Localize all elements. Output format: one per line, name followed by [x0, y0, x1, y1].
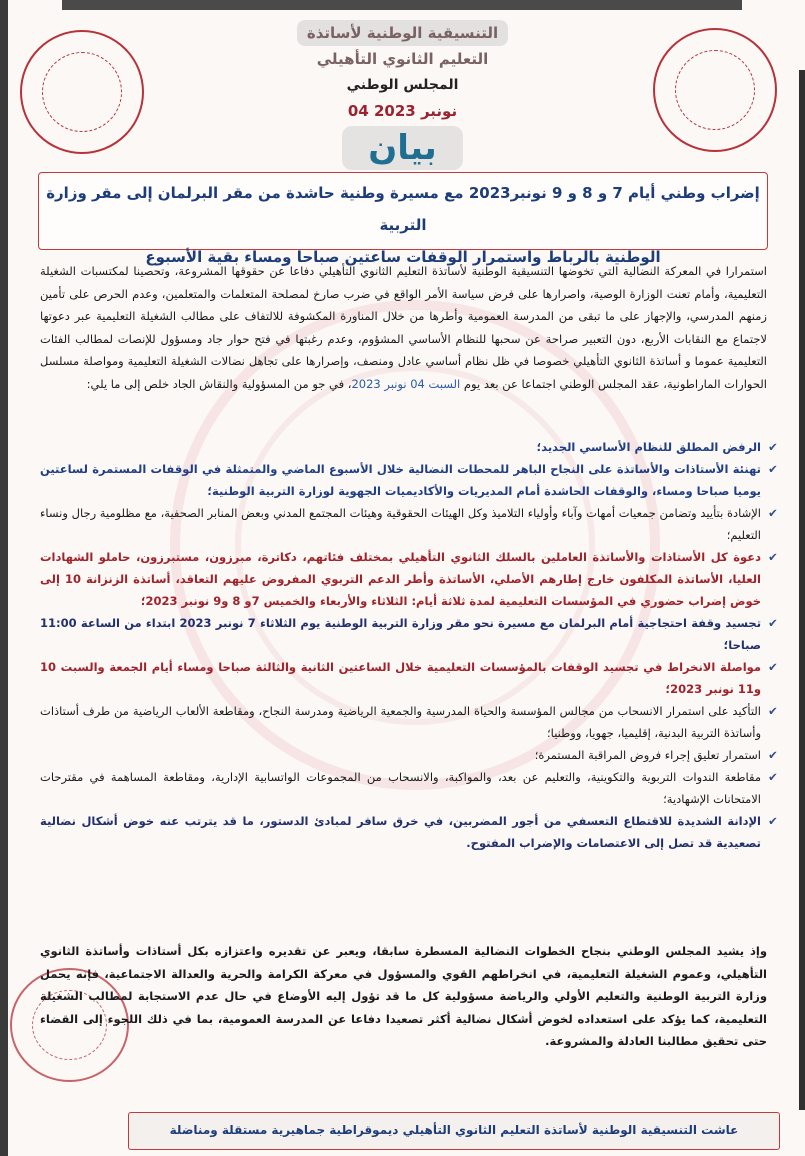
- header-date: 04 نونبر 2023: [347, 102, 458, 120]
- check-icon: ✔: [768, 616, 778, 630]
- intro-text: استمرارا في المعركة النضالية التي تخوضها التنسيقية الوطنية لأساتذة التعليم الثانوي التأهيلي دفاعا عن حقوقها المشروعة، وتحصينا لمكتسبات الشغيلة التعليمية، وأمام تعنت الوزارة الوصية، واصرارها على فرض سياسة الأمر الواقع في ضرب صارخ لمصلحة المتعلمات والمتعلمين، وعدم الحرص على تأمين زمنهم المدرسي، والإجهاز على ما تبقى من المدرسة العمومية وأطرها من خلال المناورة المكشوفة للالتفاف على مطالب الشغيلة التعليمية عبر دعوتها لاجتماع مع النقابات الأربع، دون التعبير صراحة عن سحبها للنظام الأساسي المشؤوم، وعدم رغبتها في فتح حوار جاد ومسؤول للإنصات لمطالب الفئات التعليمية عموما و أساتذة الثانوي التأهيلي خصوصا في ظل نظام أساسي عادل ومنصف، وإصرارها على تجاهل نضالات الشغيلة التعليمية ومواصلة مسلسل الحوارات الماراطونية، عقد المجلس الوطني اجتماعا عن بعد يوم: [40, 264, 767, 391]
- list-item: [40, 700, 781, 744]
- check-icon: ✔: [768, 440, 778, 454]
- intro-paragraph: [40, 260, 767, 395]
- list-item: [40, 810, 781, 854]
- list-item: [40, 502, 781, 546]
- decisions-list: [40, 436, 781, 854]
- seal-logo-left: [20, 30, 144, 154]
- check-icon: ✔: [768, 814, 778, 828]
- list-item-text: الإشادة بتأييد وتضامن جمعيات أمهات وآباء وأولياء التلاميذ وكل الهيئات الحقوقية وهيئات المجتمع المدني وبعض المنابر الصحفية، مع مظلومية رجال ونساء التعليم؛: [40, 506, 761, 542]
- list-item-text: دعوة كل الأستاذات والأساتذة العاملين بالسلك الثانوي التأهيلي بمختلف فئاتهم، دكاترة، مبرزون، مستبرزون، حاملو الشهادات العليا، الأساتذة المكلفون خارج إطارهم الأصلي، الأساتذة وأطر الدعم التربوي المفروض عليهم التعاقد، أساتذة الزنزانة 10 إلى خوض إضراب حضوري في المؤسسات التعليمية لمدة ثلاثة أيام: الثلاثاء والأربعاء والخميس 7و 8 و9 نونبر 2023؛: [40, 550, 761, 608]
- seal-logo-right: [653, 28, 777, 152]
- document-header: [240, 20, 565, 170]
- list-item-text: الإدانة الشديدة للاقتطاع التعسفي من أجور المضربين، في خرق سافر لمبادئ الدستور، ما قد يترتب عنه خوض أشكال نضالية تصعيدية قد تصل إلى الاعتصامات والإضراب المفتوح.: [40, 814, 761, 850]
- list-item-text: مقاطعة الندوات التربوية والتكوينية، والتعليم عن بعد، والمواكبة، والانسحاب من المجموعات الواتسابية الإدارية، ومقاطعة المساهمة في مقترحات الامتحانات الإشهادية؛: [40, 770, 761, 806]
- document-title: بيان: [342, 126, 462, 170]
- list-item: [40, 436, 781, 458]
- list-item: [40, 656, 781, 700]
- intro-end: ، في جو من المسؤولية والنقاش الجاد خلص إلى ما يلي:: [86, 376, 352, 391]
- headline-line1: إضراب وطني أيام 7 و 8 و 9 نونبر2023 مع مسيرة وطنية حاشدة من مقر البرلمان إلى مقر وزارة التربية: [46, 184, 760, 234]
- check-icon: ✔: [768, 704, 778, 718]
- right-edge-strip: [799, 70, 805, 1110]
- top-dark-bar: [62, 0, 742, 10]
- intro-date: السبت 04 نونبر 2023: [351, 376, 461, 391]
- check-icon: ✔: [768, 550, 778, 564]
- header-org-line1: التنسيقية الوطنية لأساتذة: [297, 20, 508, 46]
- check-icon: ✔: [768, 660, 778, 674]
- list-item-text: الرفض المطلق للنظام الأساسي الجديد؛: [536, 440, 761, 454]
- check-icon: ✔: [768, 462, 778, 476]
- check-icon: ✔: [768, 770, 778, 784]
- list-item: [40, 766, 781, 810]
- header-council: المجلس الوطني: [346, 77, 459, 93]
- list-item-text: التأكيد على استمرار الانسحاب من مجالس المؤسسة والحياة المدرسية والجمعية الرياضية ومدرسة النجاح، ومقاطعة الألعاب الرياضية من طرف أستاذات وأساتذة التربية البدنية، إقليميا، جهويا، ووطنيا؛: [40, 704, 761, 740]
- header-org-line2: التعليم الثانوي التأهيلي: [316, 50, 489, 68]
- list-item-text: استمرار تعليق إجراء فروض المراقبة المستمرة؛: [534, 748, 761, 762]
- list-item: [40, 744, 781, 766]
- list-item: [40, 458, 781, 502]
- list-item: [40, 546, 781, 612]
- headline-box: [38, 172, 768, 266]
- list-item: [40, 612, 781, 656]
- list-item-text: مواصلة الانخراط في تجسيد الوقفات بالمؤسسات التعليمية خلال الساعتين الثانية والثالثة صباحا ومساء أيام الجمعة والسبت 10 و11 نونبر 2023؛: [40, 660, 761, 696]
- closing-paragraph: وإذ يشيد المجلس الوطني بنجاح الخطوات النضالية المسطرة سابقا، ويعبر عن تقديره واعتزازه بكل أستاذات وأساتذة الثانوي التأهيلي، وعموم الشغيلة التعليمية، في انخراطهم القوي والمسؤول في معركة الكرامة والحرية والعدالة الاجتماعية، فإنه يحمل وزارة التربية الوطنية والتعليم الأولي والرياضة مسؤولية كل ما قد تؤول إليه الأوضاع في حال عدم الاستجابة لمطالب الشغيلة التعليمية، كما يؤكد على استعداده لخوض أشكال نضالية أكثر تصعيدا دفاعا عن المدرسة العمومية، بما في ذلك اللجوء إلى القضاء حتى تحقيق مطالبنا العادلة والمشروعة.: [40, 944, 767, 1048]
- footer-slogan: عاشت التنسيقية الوطنية لأساتذة التعليم الثانوي التأهيلي ديموقراطية جماهيرية مستقلة ومناضلة: [128, 1112, 780, 1150]
- headline-line2: الوطنية بالرباط واستمرار الوقفات ساعتين صباحا ومساء بقية الأسبوع: [145, 248, 661, 266]
- left-edge-strip: [0, 0, 8, 1156]
- check-icon: ✔: [768, 748, 778, 762]
- list-item-text: تجسيد وقفة احتجاجية أمام البرلمان مع مسيرة نحو مقر وزارة التربية الوطنية يوم الثلاثاء 7 نونبر 2023 ابتداء من الساعة 11:00 صباحا؛: [40, 616, 762, 652]
- check-icon: ✔: [768, 506, 778, 520]
- list-item-text: تهنئة الأستاذات والأساتذة على النجاح الباهر للمحطات النضالية خلال الأسبوع الماضي والمتمثلة في الوقفات المستمرة لساعتين يوميا صباحا ومساء، والوقفات الحاشدة أمام المديريات والأكاديميات الجهوية لوزارة التربية الوطنية؛: [40, 462, 761, 498]
